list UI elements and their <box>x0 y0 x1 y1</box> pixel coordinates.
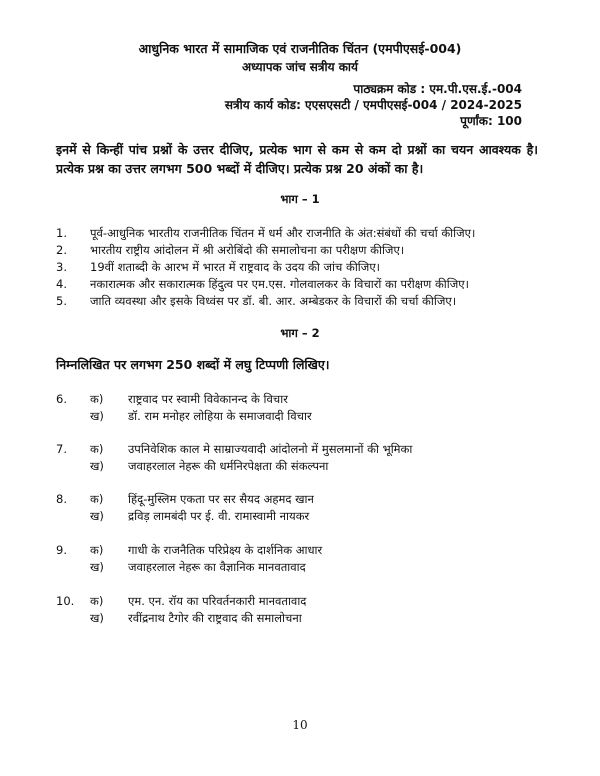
question-text: जवाहरलाल नेहरू का वैज्ञानिक मानवतावाद <box>128 560 306 574</box>
question-number: 8. <box>56 492 67 506</box>
question-number: 10. <box>56 594 75 608</box>
max-marks: पूर्णांक: 100 <box>460 114 522 128</box>
question-number: 5. <box>56 294 67 308</box>
question-4 <box>56 277 469 292</box>
question-number: 7. <box>56 442 67 456</box>
question-number: 2. <box>56 243 67 257</box>
part2-intro: निम्नलिखित पर लगभग 250 शब्दों में लघु टिप्पणी लिखिए। <box>56 357 330 372</box>
question-text: भारतीय राष्ट्रीय आंदोलन में श्री अरोबिंदो की समालोचना का परीक्षण कीजिए। <box>90 243 405 257</box>
question-text: डॉ. राम मनोहर लोहिया के समाजवादी विचार <box>128 409 312 423</box>
part2-heading: भाग – 2 <box>280 326 320 340</box>
question-number: 1. <box>56 226 67 240</box>
instructions: इनमें से किन्हीं पांच प्रश्नों के उत्तर दीजिए, प्रत्येक भाग से कम से कम दो प्रश्नों का चयन आवश्यक है। प्रत्येक प्रश्न का उत्तर लगभग 500 भब्दों में दीजिए। प्रत्येक प्रश्न 20 अंकों का है। <box>56 142 538 176</box>
sub-label: क) <box>90 543 104 557</box>
question-text: राष्ट्रवाद पर स्वामी विवेकानन्द के विचार <box>128 392 288 406</box>
question-5 <box>56 294 456 309</box>
part1-heading: भाग – 1 <box>280 192 320 206</box>
question-3 <box>56 260 380 275</box>
question-text: जाति व्यवस्था और इसके विध्वंस पर डॉ. बी. आर. अम्बेडकर के विचारों की चर्चा कीजिए। <box>90 294 457 308</box>
question-number: 6. <box>56 392 67 406</box>
question-text: जवाहरलाल नेहरू की धर्मनिरपेक्षता की संकल्पना <box>128 459 329 473</box>
document-subtitle: अध्यापक जांच सत्रीय कार्य <box>241 60 359 74</box>
sub-label: क) <box>90 492 104 506</box>
question-number: 3. <box>56 260 67 274</box>
question-2 <box>56 243 404 258</box>
course-code: पाठ्यक्रम कोड : एम.पी.एस.ई.-004 <box>353 82 522 96</box>
sub-label: ख) <box>90 509 104 523</box>
question-text: नकारात्मक और सकारात्मक हिंदुत्व पर एम.एस. गोलवालकर के विचारों का परीक्षण कीजिए। <box>90 277 469 291</box>
question-1 <box>56 226 475 241</box>
question-text: रवींद्रनाथ टैगोर की राष्ट्रवाद की समालोचना <box>128 611 302 625</box>
sub-label: ख) <box>90 560 104 574</box>
sub-label: ख) <box>90 611 104 625</box>
question-text: पूर्व-आधुनिक भारतीय राजनीतिक चिंतन में धर्म और राजनीति के अंत:संबंधों की चर्चा कीजिए। <box>90 226 476 240</box>
question-text: द्रविड़ लामबंदी पर ई. वी. रामास्वामी नायकर <box>128 509 310 523</box>
sub-label: क) <box>90 594 104 608</box>
sub-label: क) <box>90 392 104 406</box>
sub-label: ख) <box>90 459 104 473</box>
question-number: 4. <box>56 277 67 291</box>
document-title: आधुनिक भारत में सामाजिक एवं राजनीतिक चिंतन (एमपीएसई-004) <box>138 41 462 56</box>
question-text: गाधी के राजनैतिक परिप्रेक्ष्य के दार्शनिक आधार <box>128 543 323 557</box>
question-number: 9. <box>56 543 67 557</box>
question-text: 19वीं शताब्दी के आरभ में भारत में राष्ट्रवाद के उदय की जांच कीजिए। <box>90 260 381 274</box>
question-text: एम. एन. रॉय का परिवर्तनकारी मानवतावाद <box>128 594 307 608</box>
page-number: 10 <box>292 718 308 732</box>
question-text: हिंदू-मुस्लिम एकता पर सर सैयद अहमद खान <box>128 492 314 506</box>
sub-label: ख) <box>90 409 104 423</box>
question-text: उपनिवेशिक काल मे साम्राज्यवादी आंदोलनो में मुसलमानों की भूमिका <box>128 442 413 456</box>
assignment-code: सत्रीय कार्य कोड: एएसएसटी / एमपीएसई-004 / 2024-2025 <box>224 98 522 112</box>
sub-label: क) <box>90 442 104 456</box>
